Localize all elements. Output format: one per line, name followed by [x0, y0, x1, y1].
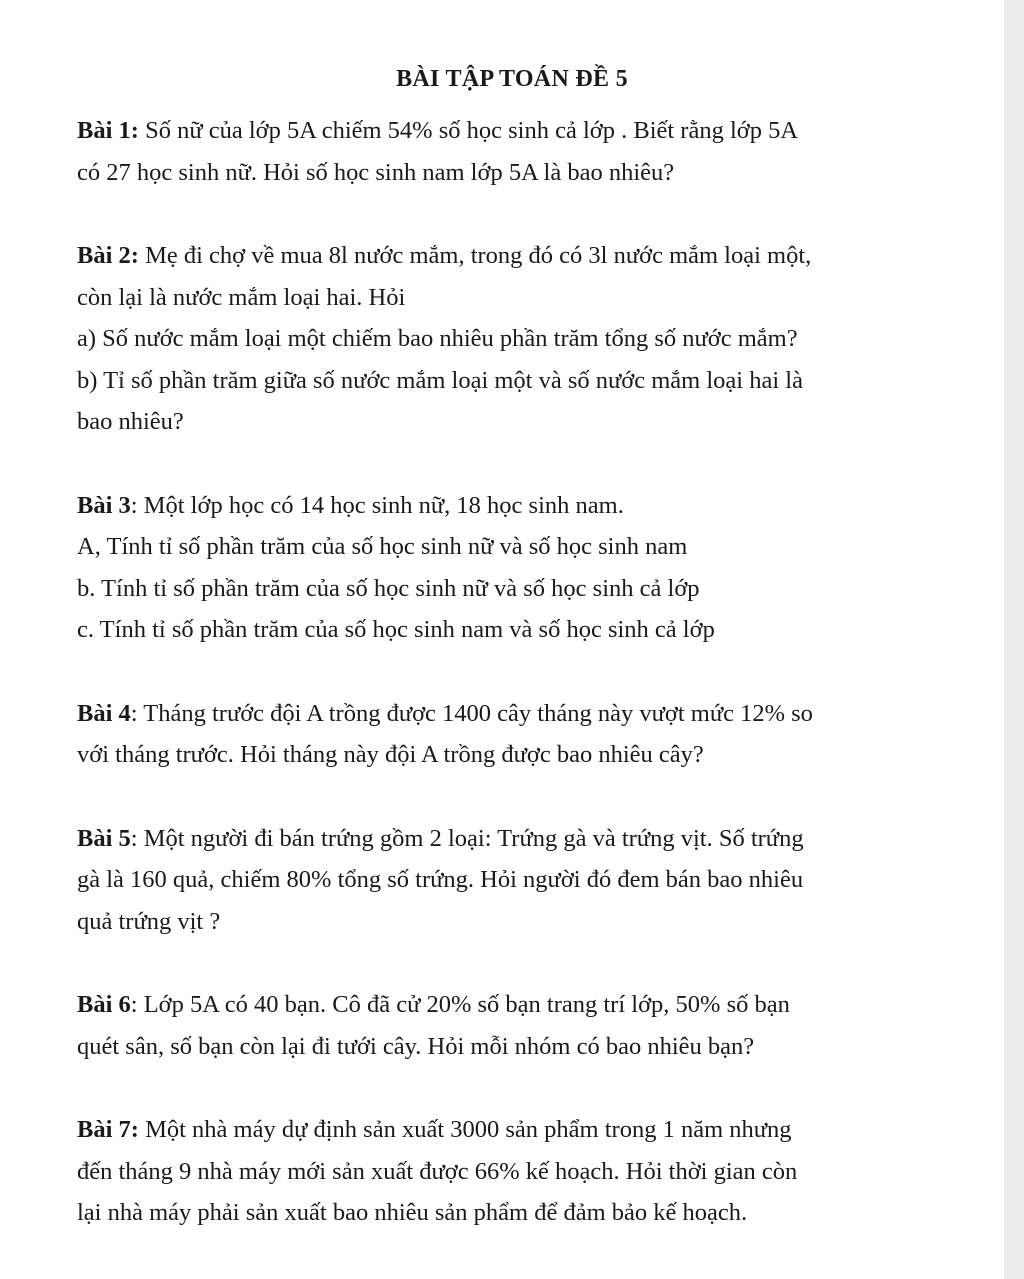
problem-1: [77, 110, 977, 193]
problem-label: Bài 7:: [77, 1116, 139, 1143]
problem-line: bao nhiêu?: [77, 408, 184, 435]
problem-text: Số nữ của lớp 5A chiếm 54% số học sinh cả lớp . Biết rằng lớp 5A: [138, 117, 799, 144]
problem-line: còn lại là nước mắm loại hai. Hỏi: [77, 283, 406, 311]
problem-line: a) Số nước mắm loại một chiếm bao nhiêu phần trăm tổng số nước mắm?: [77, 325, 798, 352]
problem-label: Bài 5: [77, 824, 131, 852]
problem-line: b) Tỉ số phần trăm giữa số nước mắm loại một và số nước mắm loại hai là: [77, 366, 803, 394]
problem-text: Một nhà máy dự định sản xuất 3000 sản phẩm trong 1 năm nhưng: [138, 1116, 792, 1143]
problem-label: Bài 1:: [77, 117, 139, 144]
problem-line: [77, 693, 977, 735]
problem-line: [77, 110, 977, 152]
problem-line: đến tháng 9 nhà máy mới sản xuất được 66% kế hoạch. Hỏi thời gian còn: [77, 1157, 798, 1185]
problem-line: c. Tính tỉ số phần trăm của số học sinh nam và số học sinh cả lớp: [77, 616, 715, 643]
problem-5: [77, 818, 977, 943]
problem-line: [77, 235, 977, 277]
problem-text: : Một người đi bán trứng gồm 2 loại: Trứng gà và trứng vịt. Số trứng: [130, 824, 804, 852]
problem-label: Bài 2:: [77, 242, 139, 269]
problem-7: [77, 1109, 977, 1234]
problem-line: lại nhà máy phải sản xuất bao nhiêu sản phẩm để đảm bảo kế hoạch.: [77, 1199, 748, 1226]
problem-line: gà là 160 quả, chiếm 80% tổng số trứng. Hỏi người đó đem bán bao nhiêu: [77, 866, 804, 893]
problem-line: [77, 818, 977, 860]
problem-line: [77, 1109, 977, 1151]
page-title: BÀI TẬP TOÁN ĐỀ 5: [396, 66, 628, 92]
problem-line: có 27 học sinh nữ. Hỏi số học sinh nam lớp 5A là bao nhiêu?: [77, 158, 675, 186]
problem-line: [77, 485, 977, 527]
problem-line: quả trứng vịt ?: [77, 907, 221, 935]
problem-line: A, Tính tỉ số phần trăm của số học sinh nữ và số học sinh nam: [77, 533, 688, 560]
problem-label: Bài 6: [77, 991, 131, 1018]
problem-6: [77, 984, 977, 1067]
problem-line: b. Tính tỉ số phần trăm của số học sinh nữ và số học sinh cả lớp: [77, 574, 700, 602]
problem-text: : Tháng trước đội A trồng được 1400 cây tháng này vượt mức 12% so: [130, 699, 813, 727]
problem-line: quét sân, số bạn còn lại đi tưới cây. Hỏi mỗi nhóm có bao nhiêu bạn?: [77, 1032, 755, 1060]
problem-3: [77, 485, 977, 651]
problem-line: [77, 984, 977, 1026]
page-edge: [1004, 0, 1024, 1279]
problem-4: [77, 693, 977, 776]
problem-text: : Lớp 5A có 40 bạn. Cô đã cử 20% số bạn trang trí lớp, 50% số bạn: [130, 991, 790, 1018]
problem-list: [77, 110, 977, 1276]
problem-text: : Một lớp học có 14 học sinh nữ, 18 học sinh nam.: [130, 491, 624, 519]
problem-line: với tháng trước. Hỏi tháng này đội A trồng được bao nhiêu cây?: [77, 741, 704, 768]
problem-label: Bài 3: [77, 491, 131, 519]
problem-text: Mẹ đi chợ về mua 8l nước mắm, trong đó có 3l nước mắm loại một,: [138, 242, 812, 269]
problem-2: [77, 235, 977, 443]
problem-label: Bài 4: [77, 699, 131, 727]
